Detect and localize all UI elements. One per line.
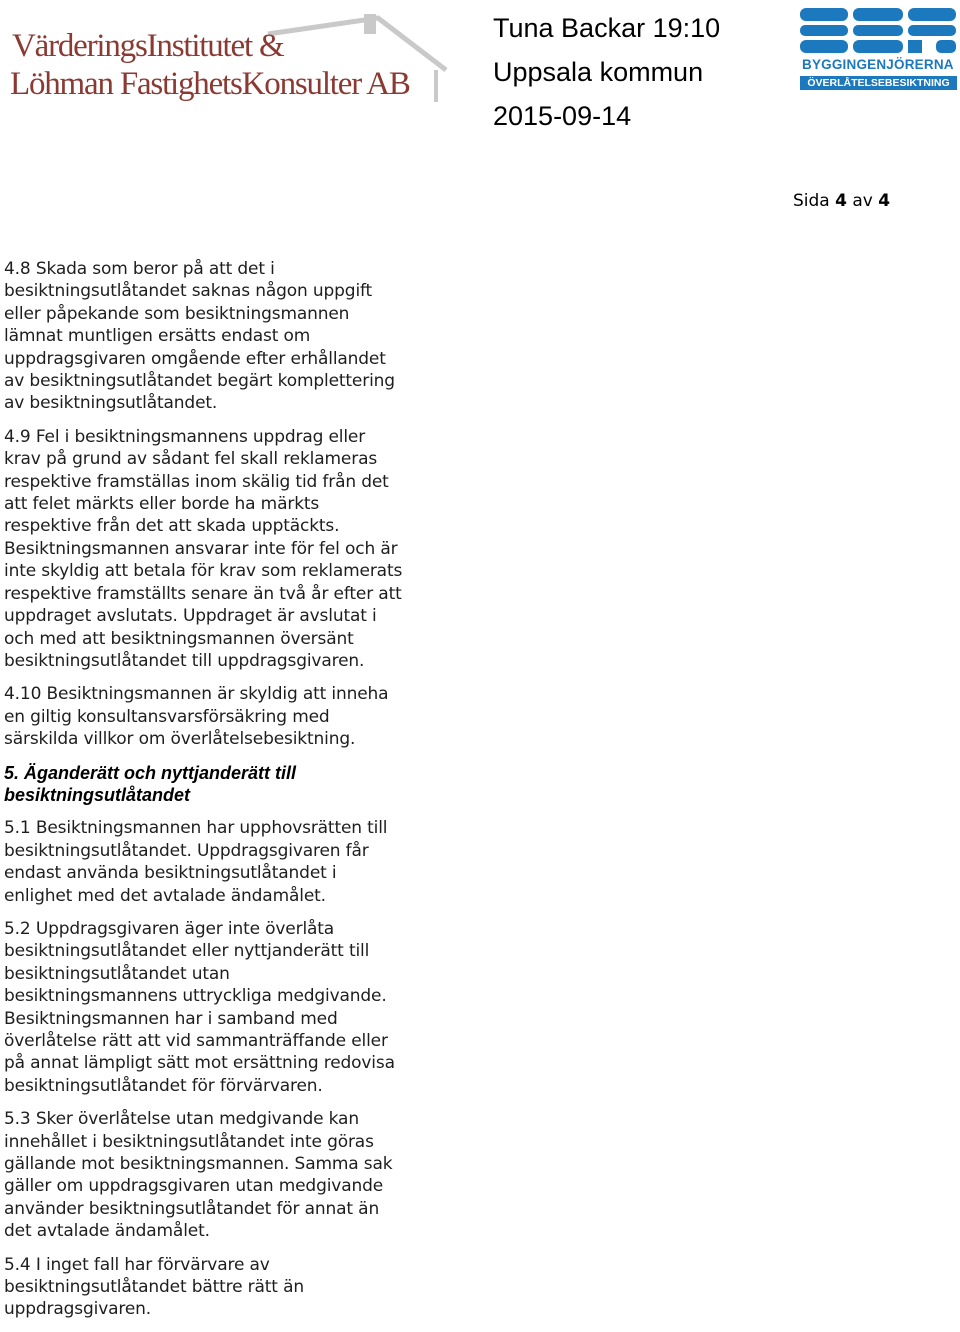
section-5-heading	[4, 762, 424, 807]
heading-line: 5. Äganderätt och nyttjanderätt till	[4, 762, 297, 783]
paragraph-5-3	[4, 1108, 424, 1242]
municipality: Uppsala kommun	[493, 57, 704, 87]
inspection-date: 2015-09-14	[493, 101, 632, 131]
text-line: besiktningsutlåtandet till uppdragsgivaren.	[4, 650, 365, 671]
page-total: 4	[878, 191, 891, 211]
heading-line: besiktningsutlåtandet	[4, 784, 191, 805]
text-line: och med att besiktningsmannen översänt	[4, 628, 354, 649]
paragraph-5-2	[4, 918, 424, 1097]
page-current: 4	[835, 191, 847, 211]
page-separator: av	[852, 191, 873, 211]
page-number	[793, 191, 890, 211]
text-line: lämnat muntligen ersätts endast om	[4, 326, 311, 347]
text-line: av besiktningsutlåtandet begärt komplettering	[4, 371, 395, 392]
sbr-name: BYGGINGENJÖRERNA	[802, 57, 954, 72]
company-logo	[6, 6, 452, 108]
paragraph-4-9	[4, 426, 424, 672]
text-line: att felet märkts eller borde ha märkts	[4, 494, 320, 515]
text-line: endast använda besiktningsutlåtandet i	[4, 863, 337, 884]
text-line: besiktningsutlåtandet bättre rätt än	[4, 1277, 304, 1298]
text-line: Besiktningsmannen ansvarar inte för fel och är	[4, 538, 398, 559]
text-line: uppdragsgivaren omgående efter erhållandet	[4, 348, 386, 369]
text-line: överlåtelse rätt att vid sammanträffande eller	[4, 1031, 388, 1051]
text-line: särskilda villkor om överlåtelsebesiktning.	[4, 729, 356, 750]
text-line: innehållet i besiktningsutlåtandet inte göras	[4, 1131, 374, 1152]
text-line: gäller om uppdragsgivaren utan medgivande	[4, 1176, 384, 1197]
text-line: enlighet med det avtalade ändamålet.	[4, 885, 326, 906]
document-body	[4, 258, 424, 1332]
sbr-letters-icon	[798, 8, 958, 58]
text-line: uppdraget avslutats. Uppdraget är avslutat i	[4, 606, 377, 627]
text-line: krav på grund av sådant fel skall reklameras	[4, 449, 378, 470]
text-line: 5.3 Sker överlåtelse utan medgivande kan	[4, 1109, 359, 1130]
page-prefix: Sida	[793, 191, 830, 211]
text-line: 5.4 I inget fall har förvärvare av	[4, 1254, 270, 1275]
text-line: använder besiktningsutlåtandet för annat än	[4, 1198, 380, 1219]
text-line: en giltig konsultansvarsförsäkring med	[4, 706, 330, 727]
company-name-line2: Löhman FastighetsKonsulter AB	[10, 66, 410, 102]
paragraph-4-8	[4, 258, 424, 415]
paragraph-5-1	[4, 817, 424, 907]
sbr-logo	[798, 8, 958, 90]
text-line: besiktningsutlåtandet för förvärvaren.	[4, 1075, 323, 1096]
company-name-line1: VärderingsInstitutet &	[12, 28, 284, 64]
text-line: 5.1 Besiktningsmannen har upphovsrätten till	[4, 818, 388, 839]
property-address: Tuna Backar 19:10	[493, 13, 721, 43]
property-info	[493, 6, 720, 138]
text-line: respektive framställts senare än två år efter att	[4, 583, 402, 604]
sbr-subtitle: ÖVERLÅTELSEBESIKTNING	[800, 76, 957, 90]
text-line: 4.8 Skada som beror på att det i	[4, 259, 275, 279]
text-line: på annat lämpligt sätt mot ersättning redovisa	[4, 1053, 395, 1074]
text-line: 4.9 Fel i besiktningsmannens uppdrag eller	[4, 426, 366, 447]
text-line: Besiktningsmannen har i samband med	[4, 1008, 338, 1029]
text-line: besiktningsutlåtandet. Uppdragsgivaren får	[4, 840, 369, 861]
text-line: 5.2 Uppdragsgivaren äger inte överlåta	[4, 918, 335, 939]
text-line: respektive framställas inom skälig tid från det	[4, 471, 389, 492]
text-line: 4.10 Besiktningsmannen är skyldig att inneha	[4, 684, 389, 705]
text-line: av besiktningsutlåtandet.	[4, 393, 218, 414]
text-line: respektive från det att skada upptäckts.	[4, 516, 340, 537]
text-line: besiktningsutlåtandet eller nyttjanderätt till	[4, 941, 370, 962]
paragraph-4-10	[4, 683, 424, 750]
text-line: gällande mot besiktningsmannen. Samma sak	[4, 1154, 393, 1175]
paragraph-5-4	[4, 1254, 424, 1321]
text-line: besiktningsutlåtandet saknas någon uppgift	[4, 281, 373, 302]
text-line: besiktningsutlåtandet utan	[4, 963, 230, 984]
text-line: inte skyldig att betala för krav som reklamerats	[4, 561, 403, 582]
text-line: uppdragsgivaren.	[4, 1299, 152, 1320]
text-line: eller påpekande som besiktningsmannen	[4, 303, 350, 324]
text-line: besiktningsmannens uttryckliga medgivande.	[4, 986, 387, 1007]
text-line: det avtalade ändamålet.	[4, 1221, 210, 1242]
